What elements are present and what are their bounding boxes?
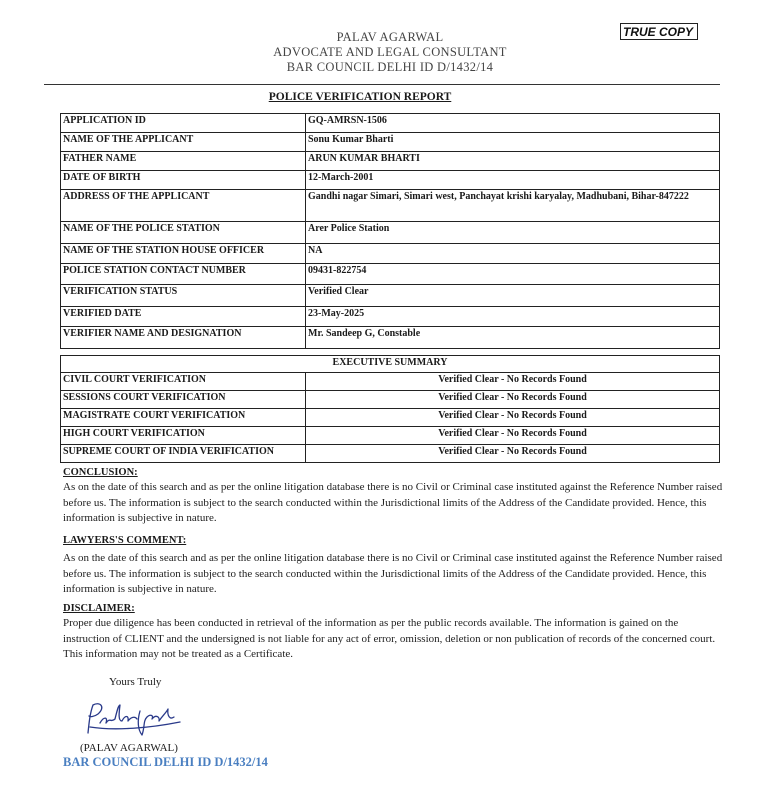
table-row: [61, 391, 720, 409]
document-title: POLICE VERIFICATION REPORT: [268, 91, 452, 103]
field-label: VERIFICATION STATUS: [61, 285, 306, 307]
table-row: [61, 171, 720, 190]
field-label: NAME OF THE APPLICANT: [61, 133, 306, 152]
field-value: ARUN KUMAR BHARTI: [306, 152, 720, 171]
court-result: Verified Clear - No Records Found: [306, 427, 720, 445]
field-label: FATHER NAME: [61, 152, 306, 171]
court-result: Verified Clear - No Records Found: [306, 391, 720, 409]
field-value: 12-March-2001: [306, 171, 720, 190]
table-row: [61, 190, 720, 222]
field-value: 09431-822754: [306, 264, 720, 285]
advocate-name: PALAV AGARWAL: [336, 30, 444, 44]
field-value: NA: [306, 244, 720, 264]
field-label: APPLICATION ID: [61, 114, 306, 133]
lawyers-comment-heading: LAWYERS'S COMMENT:: [63, 535, 187, 546]
advocate-bar-council-id: BAR COUNCIL DELHI ID D/1432/14: [286, 60, 494, 74]
field-label: NAME OF THE POLICE STATION: [61, 222, 306, 244]
court-result: Verified Clear - No Records Found: [306, 445, 720, 463]
conclusion-text: As on the date of this search and as per the online litigation database there is no Civil or Criminal case instituted against the Reference Number raised before us. The information is subject to the search conducted within the Jurisdictional limits of the Address of the Candidate provided. Hence, this information is subjective in nature.: [63, 481, 723, 524]
field-value: Gandhi nagar Simari, Simari west, Panchayat krishi karyalay, Madhubani, Bihar-847222: [306, 190, 720, 222]
table-row: [61, 264, 720, 285]
field-value: Verified Clear: [306, 285, 720, 307]
field-label: VERIFIED DATE: [61, 307, 306, 327]
field-value: 23-May-2025: [306, 307, 720, 327]
closing-salutation: Yours Truly: [109, 676, 162, 688]
field-value: GQ-AMRSN-1506: [306, 114, 720, 133]
table-row: [61, 285, 720, 307]
executive-summary-table: [60, 355, 720, 463]
court-label: SUPREME COURT OF INDIA VERIFICATION: [61, 445, 306, 463]
table-row: [61, 152, 720, 171]
field-label: POLICE STATION CONTACT NUMBER: [61, 264, 306, 285]
field-label: DATE OF BIRTH: [61, 171, 306, 190]
court-label: HIGH COURT VERIFICATION: [61, 427, 306, 445]
field-label: VERIFIER NAME AND DESIGNATION: [61, 327, 306, 349]
true-copy-stamp: TRUE COPY: [620, 23, 698, 40]
table-row: [61, 133, 720, 152]
table-row: [61, 222, 720, 244]
field-label: ADDRESS OF THE APPLICANT: [61, 190, 306, 222]
table-row: [61, 307, 720, 327]
court-result: Verified Clear - No Records Found: [306, 373, 720, 391]
table-row: [61, 409, 720, 427]
applicant-details-table: [60, 113, 720, 349]
court-result: Verified Clear - No Records Found: [306, 409, 720, 427]
summary-heading: EXECUTIVE SUMMARY: [61, 356, 720, 373]
disclaimer-heading: DISCLAIMER:: [63, 603, 135, 614]
field-value: Mr. Sandeep G, Constable: [306, 327, 720, 349]
table-row: [61, 445, 720, 463]
lawyers-comment-text: As on the date of this search and as per the online litigation database there is no Civil or Criminal case instituted against the Reference Number raised before us. The information is subject to the search conducted within the Jurisdictional limits of the Address of the Candidate provided. Hence, this information is subjective in nature.: [63, 552, 723, 595]
table-row: [61, 114, 720, 133]
field-label: NAME OF THE STATION HOUSE OFFICER: [61, 244, 306, 264]
field-value: Sonu Kumar Bharti: [306, 133, 720, 152]
conclusion-heading: CONCLUSION:: [63, 467, 138, 478]
table-row: [61, 373, 720, 391]
table-row: [61, 327, 720, 349]
signatory-bar-council-id: BAR COUNCIL DELHI ID D/1432/14: [63, 755, 268, 769]
signatory-name: (PALAV AGARWAL): [80, 742, 178, 754]
advocate-title: ADVOCATE AND LEGAL CONSULTANT: [273, 45, 507, 59]
header-divider: [44, 84, 720, 85]
court-label: CIVIL COURT VERIFICATION: [61, 373, 306, 391]
field-value: Arer Police Station: [306, 222, 720, 244]
table-row: [61, 244, 720, 264]
court-label: SESSIONS COURT VERIFICATION: [61, 391, 306, 409]
signature-image: [80, 697, 190, 744]
table-row: [61, 427, 720, 445]
court-label: MAGISTRATE COURT VERIFICATION: [61, 409, 306, 427]
disclaimer-text: Proper due diligence has been conducted in retrieval of the information as per the public records available. The information is gained on the instruction of CLIENT and the undersigned is not liable for any act of error, omission, deletion or non publication of records of the concerned court. This information may not be treated as a Certificate.: [63, 617, 716, 660]
